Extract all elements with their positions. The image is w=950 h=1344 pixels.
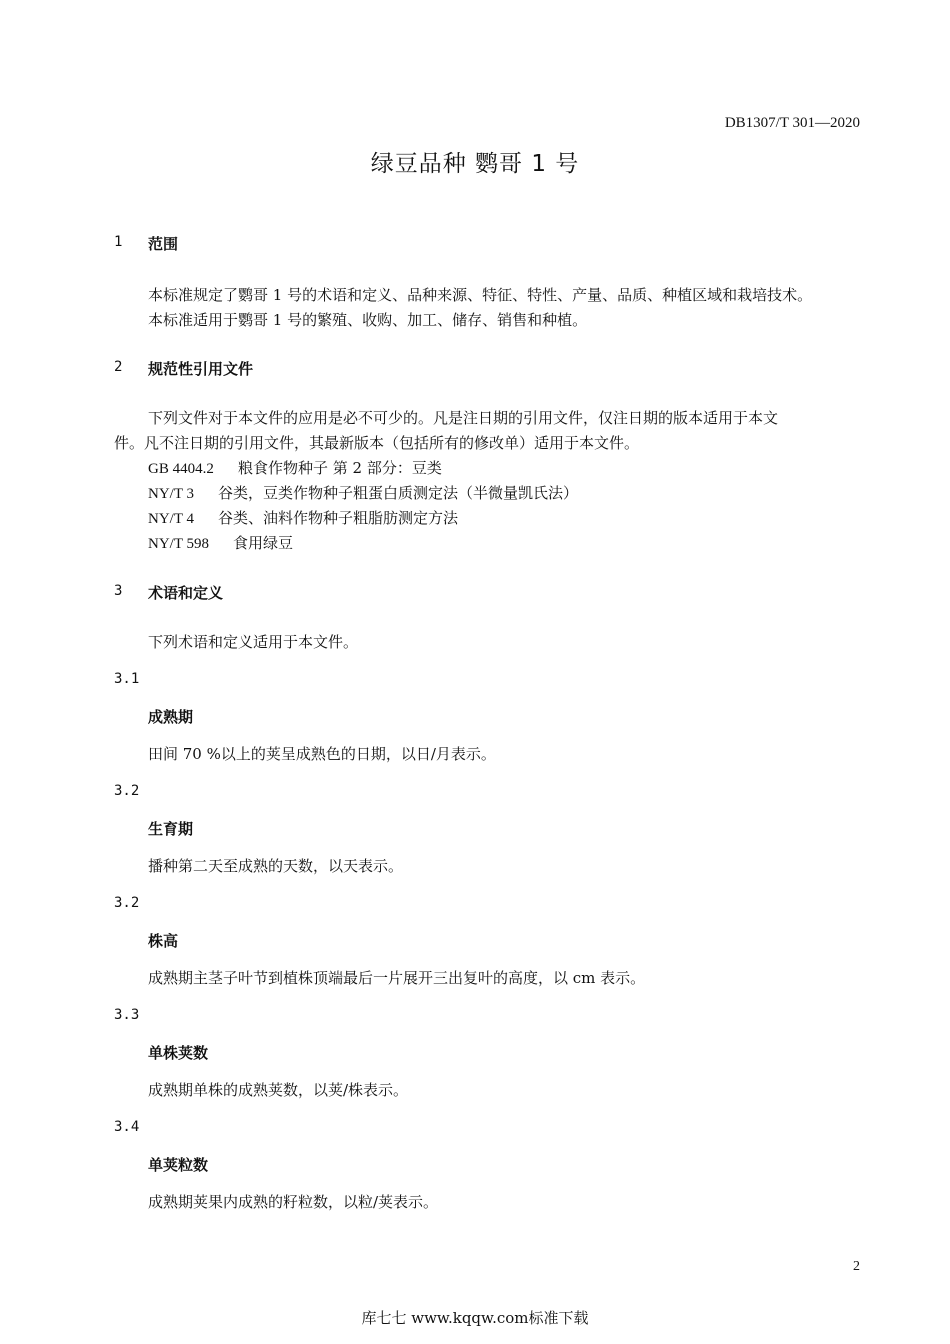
reference-code: NY/T 4 (148, 511, 194, 527)
term-definition: 田间 70 %以上的荚呈成熟色的日期，以日/月表示。 (148, 745, 496, 763)
reference-code: NY/T 3 (148, 486, 194, 502)
section-1-line: 本标准适用于鹦哥 1 号的繁殖、收购、加工、储存、销售和种植。 (148, 311, 588, 329)
term-heading: 株高 (148, 932, 179, 950)
term-heading: 生育期 (148, 820, 194, 838)
section-2-number: 2 (114, 359, 123, 375)
reference-item (148, 482, 578, 503)
term-definition: 成熟期荚果内成熟的籽粒数，以粒/荚表示。 (148, 1193, 439, 1211)
reference-title: 谷类，豆类作物种子粗蛋白质测定法（半微量凯氏法） (218, 484, 579, 502)
document-title: 绿豆品种 鹦哥 1 号 (370, 151, 580, 177)
term-definition: 成熟期单株的成熟荚数，以荚/株表示。 (148, 1081, 409, 1099)
reference-title: 食用绿豆 (233, 534, 294, 552)
section-3-heading: 术语和定义 (148, 584, 224, 602)
page-number: 2 (853, 1259, 860, 1274)
reference-item (148, 532, 293, 553)
section-2-intro-line: 下列文件对于本文件的应用是必不可少的。凡是注日期的引用文件，仅注日期的版本适用于本文 (148, 409, 779, 427)
term-heading: 单株荚数 (148, 1044, 209, 1062)
term-number: 3.2 (114, 783, 140, 799)
reference-title: 谷类、油料作物种子粗脂肪测定方法 (218, 509, 459, 527)
section-2-intro-line: 件。凡不注日期的引用文件，其最新版本（包括所有的修改单）适用于本文件。 (114, 434, 640, 452)
standard-code: DB1307/T 301—2020 (724, 115, 860, 131)
term-heading: 单荚粒数 (148, 1156, 209, 1174)
term-number: 3.1 (114, 671, 140, 687)
reference-title: 粮食作物种子 第 2 部分：豆类 (238, 459, 442, 477)
section-3-intro: 下列术语和定义适用于本文件。 (148, 633, 359, 651)
term-number: 3.3 (114, 1007, 140, 1023)
reference-item (148, 507, 458, 528)
reference-code: GB 4404.2 (148, 461, 214, 477)
reference-code: NY/T 598 (148, 536, 209, 552)
term-definition: 成熟期主茎子叶节到植株顶端最后一片展开三出复叶的高度，以 cm 表示。 (148, 969, 646, 987)
term-number: 3.2 (114, 895, 140, 911)
term-definition: 播种第二天至成熟的天数，以天表示。 (148, 857, 404, 875)
footer-watermark: 库七七 www.kqqw.com标准下载 (361, 1309, 589, 1327)
section-2-heading: 规范性引用文件 (148, 360, 254, 378)
section-1-number: 1 (114, 234, 123, 250)
section-1-line: 本标准规定了鹦哥 1 号的术语和定义、品种来源、特征、特性、产量、品质、种植区域和栽培技术。 (148, 286, 813, 304)
term-number: 3.4 (114, 1119, 140, 1135)
section-1-heading: 范围 (148, 235, 179, 253)
section-3-number: 3 (114, 583, 123, 599)
reference-item (148, 457, 442, 478)
term-heading: 成熟期 (148, 708, 194, 726)
